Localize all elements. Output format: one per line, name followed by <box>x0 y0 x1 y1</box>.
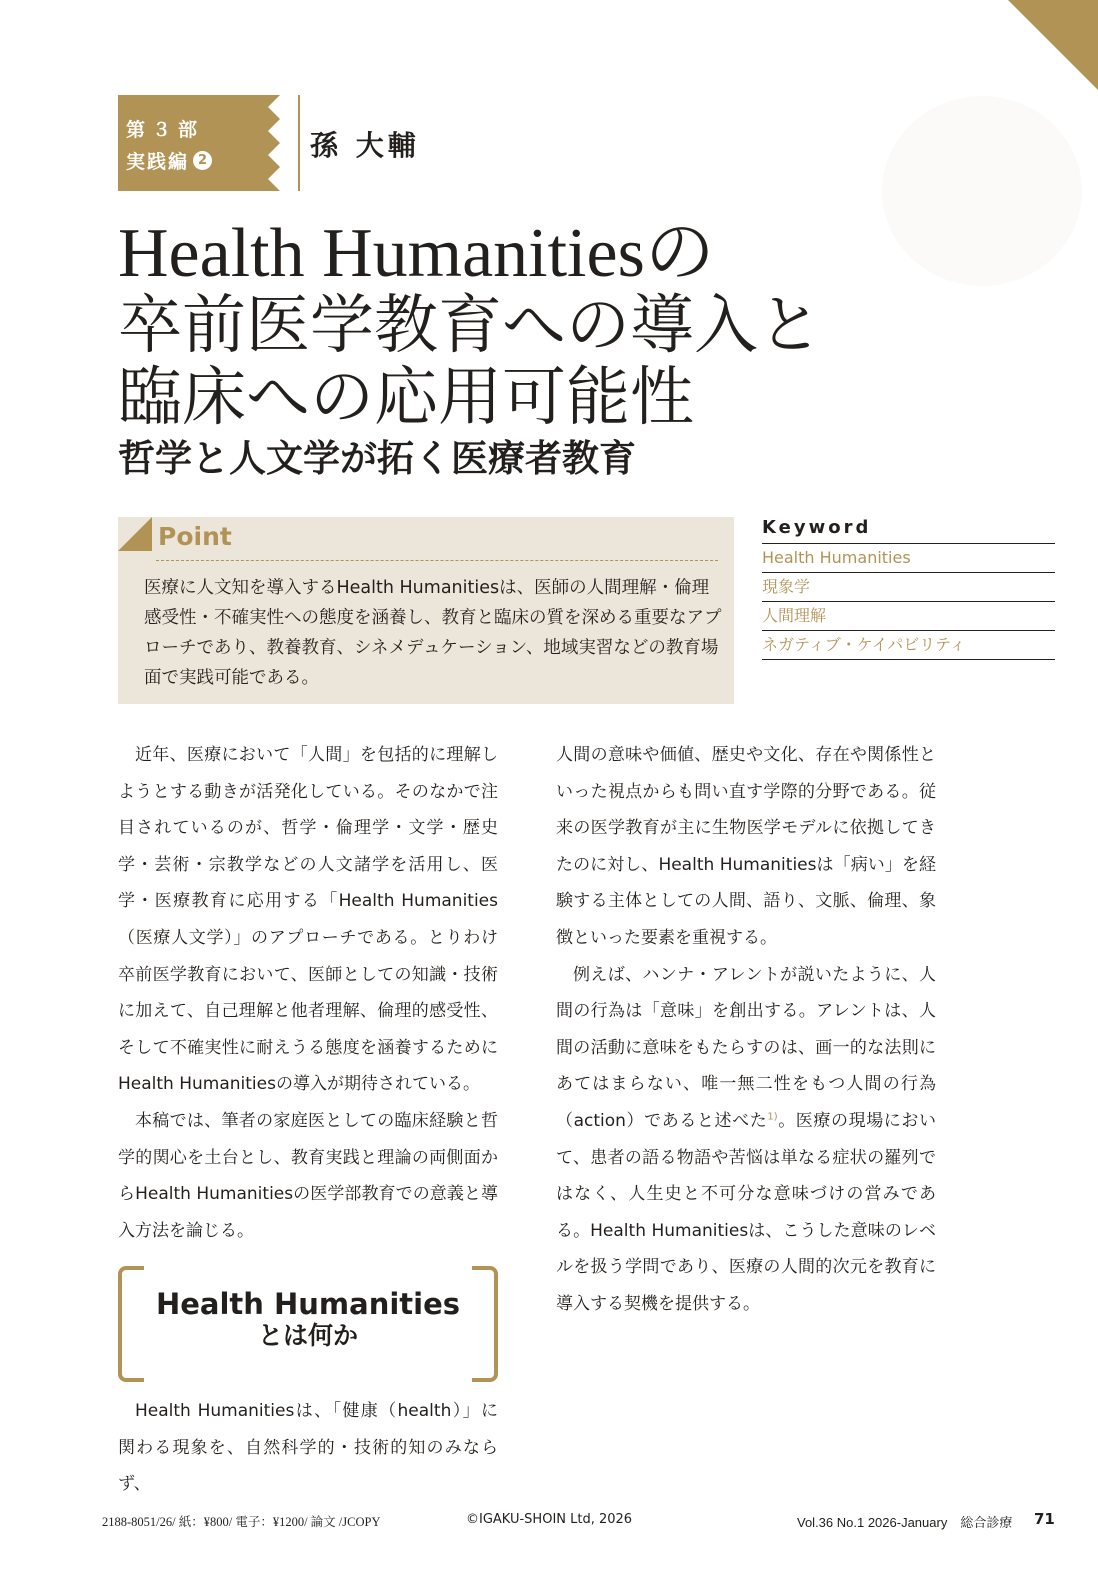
point-divider <box>156 560 718 561</box>
body-paragraph-with-ref <box>556 957 936 1323</box>
body-paragraph: 本稿では、筆者の家庭医としての臨床経験と哲学的関心を土台とし、教育実践と理論の両側面からHealth Humanitiesの医学部教育での意義と導入方法を論じる。 <box>118 1110 498 1241</box>
body-text: 。医療の現場において、患者の語る物語や苦悩は単なる症状の羅列ではなく、人生史と不可分な意味づけの営みである。Health Humanitiesは、こうした意味のレベルを扱う学問であり、医療の人間的次元を教育に導入する契機を提供する。 <box>556 1110 937 1314</box>
author-name: 孫 大輔 <box>310 129 420 162</box>
keyword-title: Keyword <box>762 517 1055 544</box>
reference-marker[interactable]: 1) <box>767 1111 778 1123</box>
part-sub-text: 実践編 <box>126 151 190 173</box>
section-heading-line-1: Health Humanities <box>155 1287 461 1321</box>
point-box <box>118 517 734 704</box>
article-title <box>118 215 822 435</box>
section-tag <box>118 95 280 191</box>
point-text: 医療に人文知を導入するHealth Humanitiesは、医師の人間理解・倫理感受性・不確実性への態度を涵養し、教育と臨床の質を深める重要なアプローチであり、教養教育、シネメデュケーション、地域実習などの教育場面で実践可能である。 <box>144 578 722 688</box>
body-paragraph: Health Humanitiesは、「健康（health）」に関わる現象を、自然科学的・技術的知のみならず、 <box>118 1401 498 1495</box>
section-heading <box>118 1266 498 1376</box>
page-number: 71 <box>1034 1510 1055 1528</box>
header-divider <box>298 95 300 191</box>
part-sub-label <box>126 147 212 174</box>
part-number-badge: 2 <box>193 151 212 170</box>
keyword-item: ネガティブ・ケイパビリティ <box>762 631 1055 660</box>
body-paragraph: 近年、医療において「人間」を包括的に理解しようとする動きが活発化している。そのなかで注目されているのが、哲学・倫理学・文学・歴史学・芸術・宗教学などの人文諸学を活用し、医学・医療教育に応用する「Health Humanities（医療人文学）」のアプローチである。とりわけ卒前医学教育において、医師としての知識・技術に加えて、自己理解と他者理解、倫理的感受性、そして不確実性に耐えうる態度を涵養するためにHealth Humanitiesの導入が期待されている。 <box>118 745 498 1095</box>
footer-journal-info: Vol.36 No.1 2026-January 総合診療 <box>797 1515 1013 1530</box>
body-column-left-continued <box>118 1393 498 1503</box>
keyword-box <box>762 517 1055 660</box>
body-column-right <box>556 737 936 1323</box>
keyword-item: 現象学 <box>762 573 1055 602</box>
point-corner-icon <box>118 517 152 551</box>
section-heading-text <box>118 1288 498 1352</box>
keyword-item: 人間理解 <box>762 602 1055 631</box>
footer-pricing: 2188-8051/26/ 紙：¥800/ 電子：¥1200/ 論文 /JCOPY <box>102 1515 381 1529</box>
keyword-item: Health Humanities <box>762 544 1055 573</box>
body-paragraph: 人間の意味や価値、歴史や文化、存在や関係性といった視点からも問い直す学際的分野である。従来の医学教育が主に生物医学モデルに依拠してきたのに対し、Health Humanitiesは「病い」を経験する主体としての人間、語り、文脈、倫理、象徴といった要素を重視する。 <box>556 745 936 948</box>
body-text: 例えば、ハンナ・アレントが説いたように、人間の行為は「意味」を創出する。アレントは、人間の活動に意味をもたらすのは、画一的な法則にあてはまらない、唯一無二性をもつ人間の行為（action）であると述べた <box>556 964 936 1131</box>
footer-copyright: ©IGAKU-SHOIN Ltd, 2026 <box>466 1512 633 1527</box>
point-label: Point <box>158 522 232 551</box>
part-label: 第３部 <box>126 119 205 141</box>
background-circle-decoration <box>882 96 1082 286</box>
title-line-3: 臨床への応用可能性 <box>118 361 694 435</box>
title-line-1: Health Humanitiesの <box>118 215 715 292</box>
body-column-left <box>118 737 498 1249</box>
article-subtitle: 哲学と人文学が拓く医療者教育 <box>118 437 636 480</box>
corner-decoration <box>1008 0 1098 90</box>
section-heading-line-2: とは何か <box>257 1321 358 1350</box>
title-line-2: 卒前医学教育への導入と <box>118 289 822 363</box>
